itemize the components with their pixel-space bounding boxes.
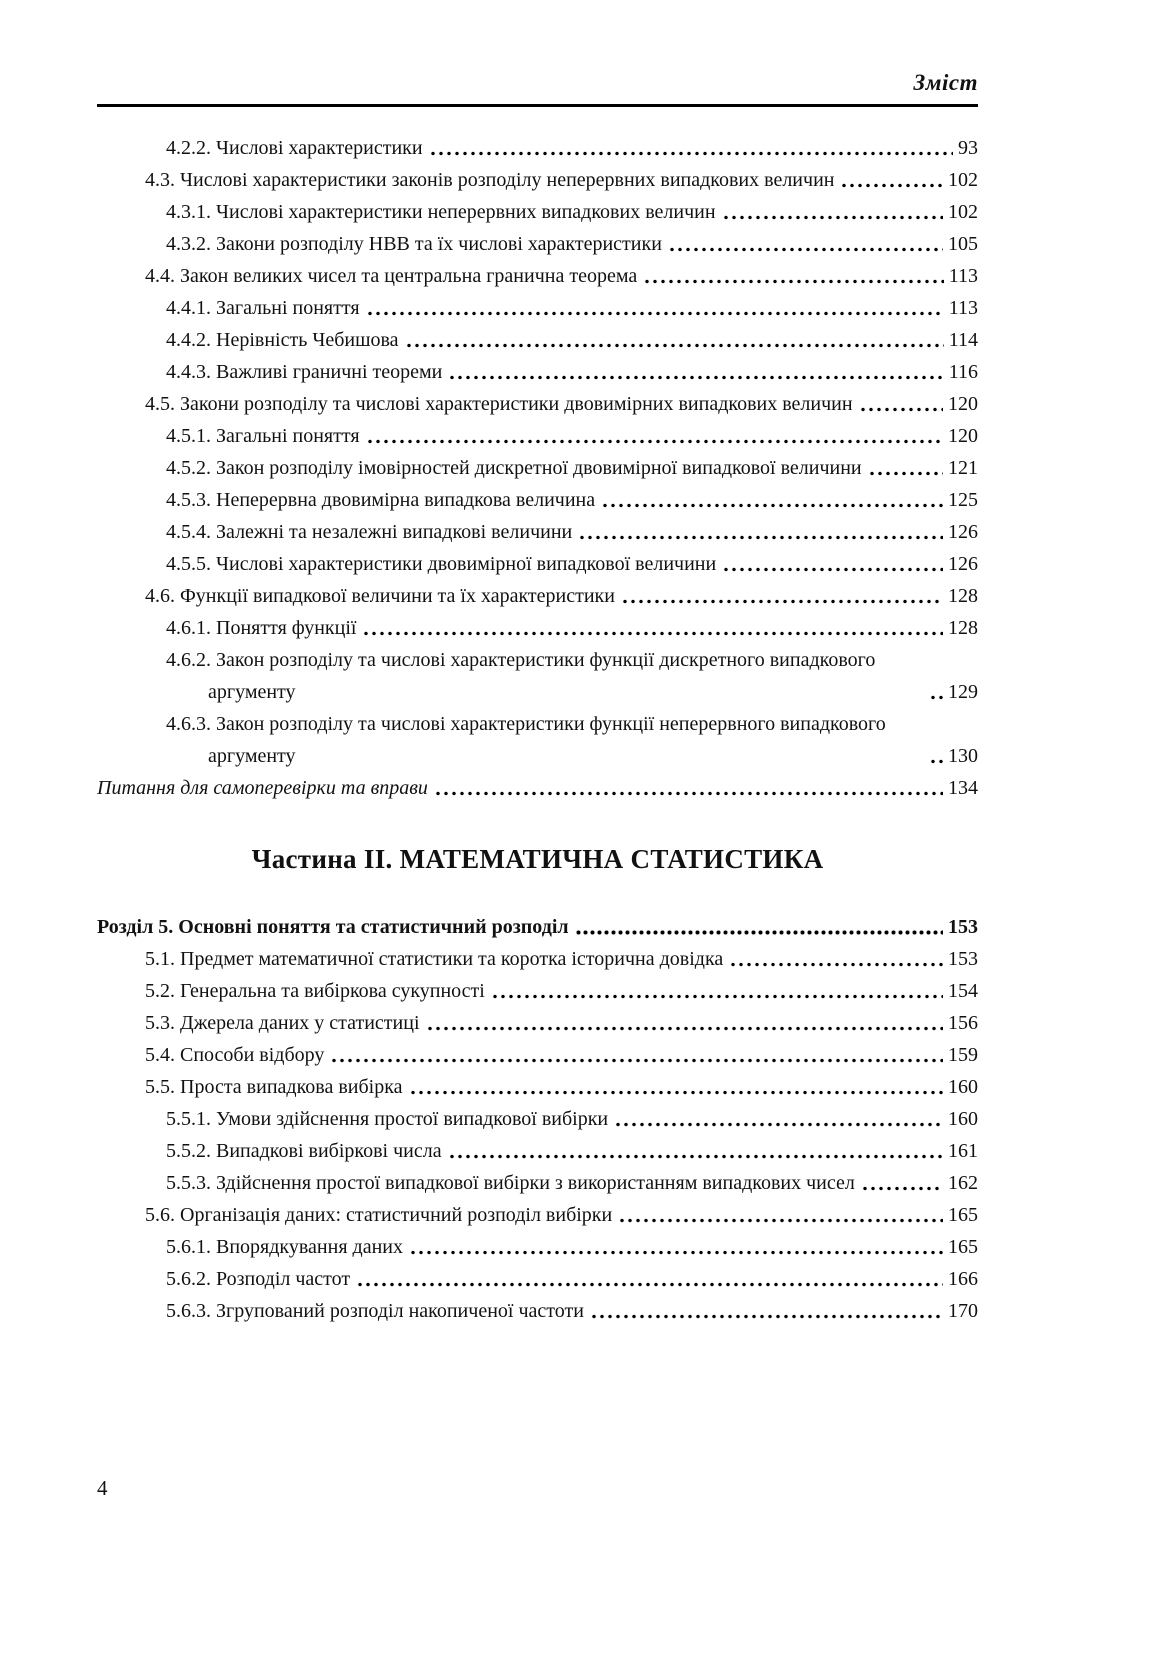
toc-entry-page: 105 <box>948 233 978 255</box>
toc-entry-text: 5.5.3. Здійснення простої випадкової вибірки з використанням випадкових чисел <box>166 1172 855 1194</box>
toc-entry-page: 161 <box>948 1140 978 1162</box>
toc-leader-dots <box>929 695 943 700</box>
toc-leader-dots <box>448 375 943 380</box>
toc-entry-text: 4.5. Закони розподілу та числові характеристики двовимірних випадкових величин <box>145 393 853 415</box>
toc-entry <box>97 164 978 196</box>
toc-leader-dots <box>356 1282 943 1287</box>
toc-entry <box>97 548 978 580</box>
toc-entry-page: 153 <box>948 948 978 970</box>
toc-entry <box>97 1295 978 1327</box>
part-heading: Частина ІІ. МАТЕМАТИЧНА СТАТИСТИКА <box>251 844 824 874</box>
toc-leader-dots <box>590 1314 943 1319</box>
toc-entry <box>97 580 978 612</box>
toc-leader-dots <box>618 1218 943 1223</box>
toc-entry-page: 113 <box>948 297 978 319</box>
toc-entry-text: 5.6.1. Впорядкування даних <box>166 1236 403 1258</box>
toc-entry-text: 4.5.5. Числові характеристики двовимірної випадкової величини <box>166 553 717 575</box>
toc-entry-page: 102 <box>948 201 978 223</box>
toc-entry-page: 156 <box>948 1012 978 1034</box>
page-header <box>97 70 978 96</box>
toc-entry <box>97 1071 978 1103</box>
toc-entry-text: 4.4.3. Важливі граничні теореми <box>166 361 443 383</box>
toc-entry-text: 4.4.2. Нерівність Чебишова <box>166 329 399 351</box>
toc-entry-page: 126 <box>948 553 978 575</box>
toc-leader-dots <box>722 567 943 572</box>
toc-leader-dots <box>409 1250 943 1255</box>
toc-entry <box>97 452 978 484</box>
toc-entry-page: 126 <box>948 521 978 543</box>
toc-leader-dots <box>366 439 943 444</box>
toc-entry <box>97 612 978 644</box>
toc-entry-page: 166 <box>948 1268 978 1290</box>
toc-leader-dots <box>578 535 943 540</box>
toc-leader-dots <box>405 343 944 348</box>
toc-leader-dots <box>601 503 943 508</box>
toc-leader-dots <box>722 215 943 220</box>
toc-entry <box>97 420 978 452</box>
toc-leader-dots <box>861 1186 943 1191</box>
toc-leader-dots <box>840 183 943 188</box>
toc-entry <box>97 324 978 356</box>
toc-entry <box>97 260 978 292</box>
toc-leader-dots <box>429 151 953 156</box>
toc-entry-page: 114 <box>948 329 978 351</box>
toc-entry <box>97 356 978 388</box>
toc-entry-page: 159 <box>948 1044 978 1066</box>
toc-entry <box>97 911 978 943</box>
toc-leader-dots <box>434 791 943 796</box>
toc-entry-page: 121 <box>948 457 978 479</box>
toc-entry-page: 102 <box>948 169 978 191</box>
toc-entry-text: 4.6. Функції випадкової величини та їх характеристики <box>145 585 615 607</box>
toc-leader-dots <box>366 311 944 316</box>
toc-entry-page: 128 <box>948 585 978 607</box>
toc-entry <box>97 772 978 804</box>
toc-entry-text: 4.3.2. Закони розподілу НВВ та їх числові характеристики <box>166 233 662 255</box>
toc-entry <box>97 1007 978 1039</box>
toc-entry-text: 4.6.1. Поняття функції <box>166 617 357 639</box>
toc-entry-text: 4.2.2. Числові характеристики <box>166 137 423 159</box>
toc-entry-text: 4.4.1. Загальні поняття <box>166 297 360 319</box>
toc-entry-page: 113 <box>948 265 978 287</box>
toc-entry <box>97 516 978 548</box>
toc-entry-text: 4.3.1. Числові характеристики неперервних випадкових величин <box>166 201 716 223</box>
toc-entry-text: 5.5. Проста випадкова вибірка <box>145 1076 403 1098</box>
toc-entry-page: 130 <box>948 745 978 767</box>
toc-entry-text: 4.5.1. Загальні поняття <box>166 425 360 447</box>
toc-entry-page: 120 <box>948 393 978 415</box>
footer-page-number: 4 <box>97 1476 108 1500</box>
toc-entry <box>97 196 978 228</box>
toc-entry-text: 4.6.3. Закон розподілу та числові характеристики функції неперервного випадкового аргументу <box>166 713 886 767</box>
toc-entry <box>97 1103 978 1135</box>
toc-entry <box>97 975 978 1007</box>
toc-entry-page: 153 <box>948 916 978 938</box>
toc-entry-page: 129 <box>948 681 978 703</box>
toc-entry <box>97 708 978 772</box>
toc-leader-dots <box>859 407 943 412</box>
toc-entry-text: Питання для самоперевірки та вправи <box>97 777 428 799</box>
toc-leader-dots <box>409 1090 943 1095</box>
toc-entry-page: 154 <box>948 980 978 1002</box>
toc-entry-page: 165 <box>948 1236 978 1258</box>
toc-leader-dots <box>729 962 943 967</box>
header-rule <box>97 104 978 107</box>
toc-leader-dots <box>668 247 943 252</box>
toc-section-part1 <box>97 132 978 804</box>
toc-entry-text: 5.2. Генеральна та вибіркова сукупності <box>145 980 485 1002</box>
toc-leader-dots <box>614 1122 943 1127</box>
toc-entry-page: 134 <box>948 777 978 799</box>
toc-leader-dots <box>868 471 943 476</box>
toc-entry <box>97 644 978 708</box>
toc-entry <box>97 1135 978 1167</box>
toc-entry-text: 4.4. Закон великих чисел та центральна гранична теорема <box>145 265 638 287</box>
toc-entry-page: 125 <box>948 489 978 511</box>
toc-entry <box>97 1199 978 1231</box>
toc-entry-text: 5.6.3. Згрупований розподіл накопиченої частоти <box>166 1300 584 1322</box>
toc-entry-page: 170 <box>948 1300 978 1322</box>
toc-entry <box>97 132 978 164</box>
toc-section-part2 <box>97 911 978 1327</box>
toc-entry-text: 5.4. Способи відбору <box>145 1044 325 1066</box>
toc-entry-text: 5.5.2. Випадкові вибіркові числа <box>166 1140 442 1162</box>
toc-entry-text: 5.6. Організація даних: статистичний розподіл вибірки <box>145 1204 613 1226</box>
toc-entry-page: 120 <box>948 425 978 447</box>
toc-leader-dots <box>929 759 943 764</box>
toc-leader-dots <box>643 279 944 284</box>
toc-entry-text: 5.1. Предмет математичної статистики та коротка історична довідка <box>145 948 724 970</box>
toc-entry-page: 93 <box>958 137 978 159</box>
toc-entry-page: 116 <box>948 361 978 383</box>
toc-leader-dots <box>448 1154 943 1159</box>
toc-entry-page: 165 <box>948 1204 978 1226</box>
toc-entry <box>97 228 978 260</box>
toc-entry <box>97 484 978 516</box>
toc-entry <box>97 292 978 324</box>
toc-entry-page: 160 <box>948 1076 978 1098</box>
toc-entry <box>97 943 978 975</box>
toc-entry-text: Розділ 5. Основні поняття та статистичний розподіл <box>97 916 569 938</box>
toc-leader-dots <box>362 631 943 636</box>
toc-entry-page: 162 <box>948 1172 978 1194</box>
toc-leader-dots <box>491 994 943 999</box>
toc-entry-text: 5.6.2. Розподіл частот <box>166 1268 351 1290</box>
toc-entry <box>97 1263 978 1295</box>
toc-entry <box>97 1039 978 1071</box>
page-header-title: Зміст <box>913 70 978 95</box>
toc-entry-text: 5.3. Джерела даних у статистиці <box>145 1012 420 1034</box>
toc-leader-dots <box>575 930 943 935</box>
toc-entry-text: 4.5.3. Неперервна двовимірна випадкова величина <box>166 489 596 511</box>
toc-entry-page: 128 <box>948 617 978 639</box>
toc-entry-page: 160 <box>948 1108 978 1130</box>
toc-leader-dots <box>621 599 943 604</box>
toc-entry-text: 4.3. Числові характеристики законів розподілу неперервних випадкових величин <box>145 169 835 191</box>
toc-leader-dots <box>426 1026 943 1031</box>
toc-entry-text: 4.6.2. Закон розподілу та числові характеристики функції дискретного випадкового аргументу <box>166 649 876 703</box>
toc-entry-text: 4.5.4. Залежні та незалежні випадкові величини <box>166 521 573 543</box>
toc-entry-text: 4.5.2. Закон розподілу імовірностей дискретної двовимірної випадкової величини <box>166 457 862 479</box>
toc-entry <box>97 1167 978 1199</box>
toc-entry-text: 5.5.1. Умови здійснення простої випадкової вибірки <box>166 1108 609 1130</box>
toc-entry <box>97 388 978 420</box>
toc-leader-dots <box>330 1058 943 1063</box>
toc-entry <box>97 1231 978 1263</box>
